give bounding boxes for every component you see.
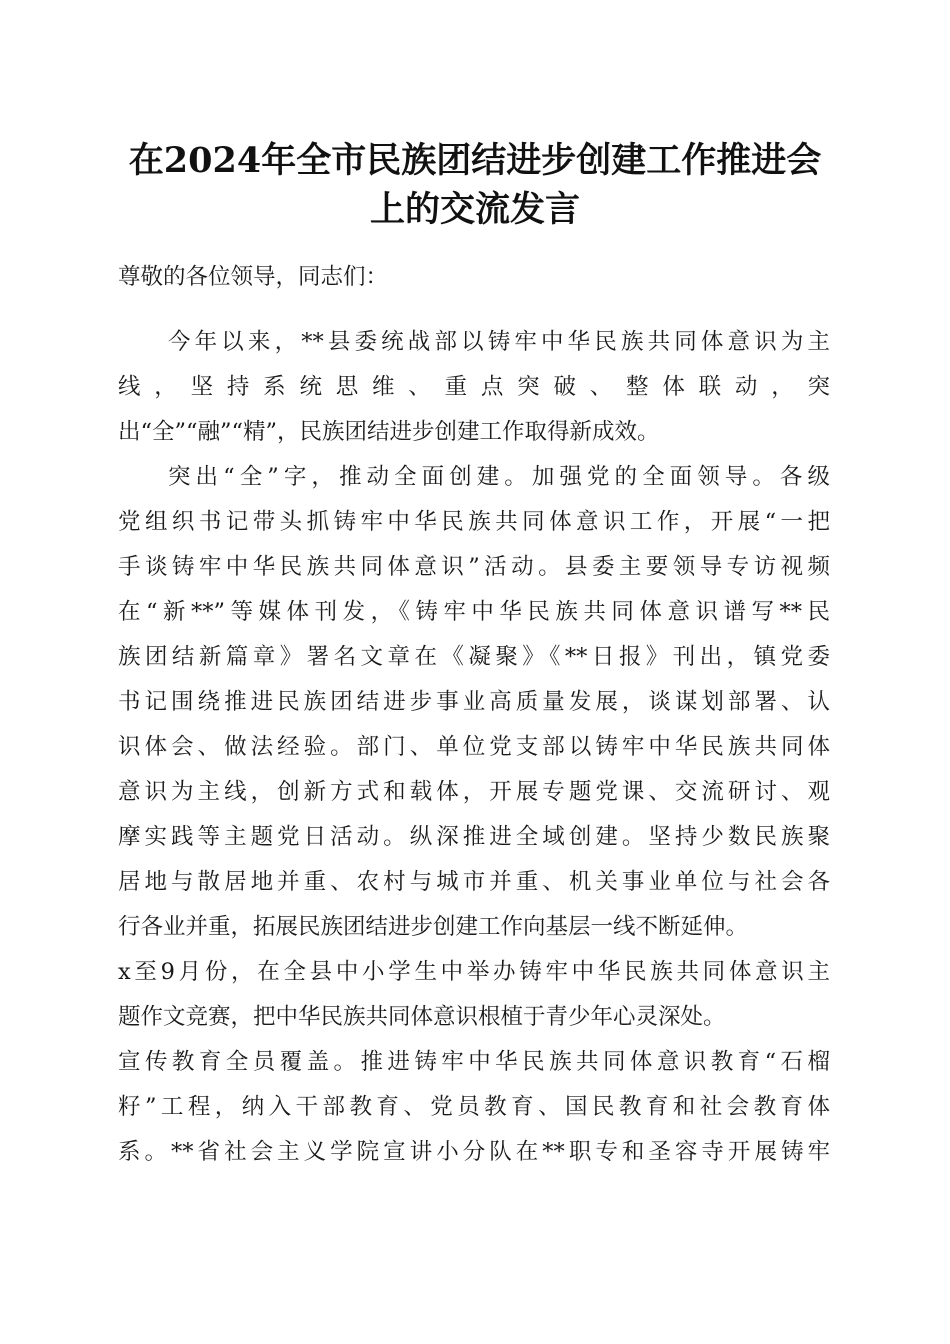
paragraph-line: 在“新**”等媒体刊发，《铸牢中华民族共同体意识谱写**民	[118, 599, 830, 625]
paragraph-line: 书记围绕推进民族团结进步事业高质量发展，谈谋划部署、认	[118, 689, 830, 715]
paragraph-line: 线，坚持系统思维、重点突破、整体联动，突	[118, 374, 830, 400]
paragraph-line: 宣传教育全员覆盖。推进铸牢中华民族共同体意识教育“石榴	[118, 1049, 830, 1075]
paragraph-line: 识体会、做法经验。部门、单位党支部以铸牢中华民族共同体	[118, 734, 830, 760]
paragraph-line: 族团结新篇章》署名文章在《凝聚》《**日报》刊出，镇党委	[118, 644, 830, 670]
paragraph-line: 题作文竞赛，把中华民族共同体意识根植于青少年心灵深处。	[118, 1004, 726, 1030]
paragraph-line: 居地与散居地并重、农村与城市并重、机关事业单位与社会各	[118, 869, 830, 895]
paragraph-line: x至9月份，在全县中小学生中举办铸牢中华民族共同体意识主	[118, 959, 830, 985]
document-title-line-2: 上的交流发言	[369, 189, 580, 230]
paragraph-line: 出“全”“融”“精”，民族团结进步创建工作取得新成效。	[118, 419, 660, 445]
paragraph-line: 党组织书记带头抓铸牢中华民族共同体意识工作，开展“一把	[118, 509, 830, 535]
paragraph-line: 籽”工程，纳入干部教育、党员教育、国民教育和社会教育体	[118, 1094, 830, 1120]
paragraph-line: 突出“全”字，推动全面创建。加强党的全面领导。各级	[168, 464, 830, 490]
paragraph-line: 行各业并重，拓展民族团结进步创建工作向基层一线不断延伸。	[118, 914, 749, 940]
paragraph-line: 摩实践等主题党日活动。纵深推进全域创建。坚持少数民族聚	[118, 824, 830, 850]
paragraph-line: 系。**省社会主义学院宣讲小分队在**职专和圣容寺开展铸牢	[118, 1139, 830, 1165]
paragraph-line: 意识为主线，创新方式和载体，开展专题党课、交流研讨、观	[118, 779, 830, 805]
salutation: 尊敬的各位领导，同志们：	[118, 264, 389, 290]
paragraph-line: 今年以来，**县委统战部以铸牢中华民族共同体意识为主	[168, 329, 830, 355]
paragraph-line: 手谈铸牢中华民族共同体意识”活动。县委主要领导专访视频	[118, 554, 830, 580]
document-title-line-1: 在2024年全市民族团结进步创建工作推进会	[128, 140, 822, 181]
